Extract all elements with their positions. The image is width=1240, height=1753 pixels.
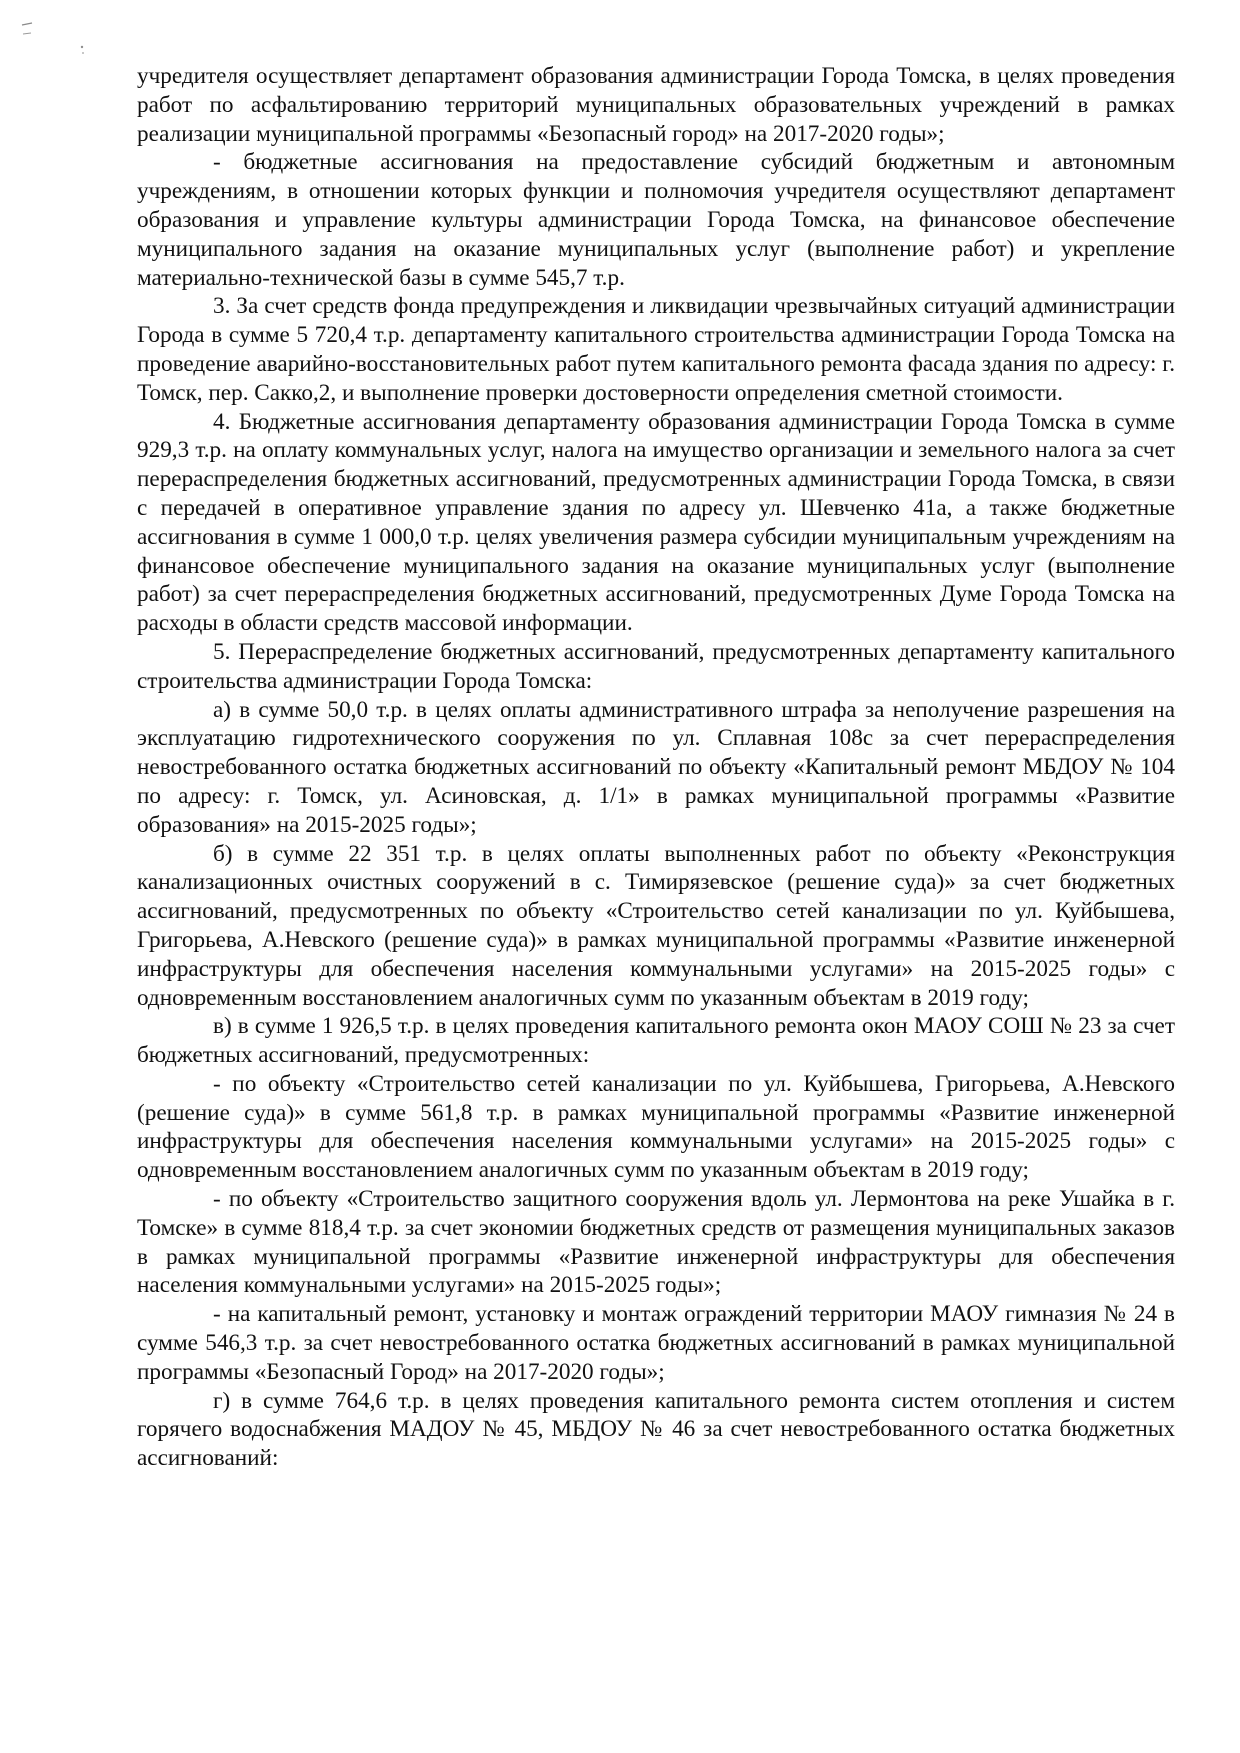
paragraph-subsidies: - бюджетные ассигнования на предоставление субсидий бюджетным и автономным учреждениям, в отношении которых функции и полномочия учредителя осуществляют департамент образования и управление культуры администрации Города Томска, на финансовое обеспечение муниципального задания на оказание муниципальных услуг (выполнение работ) и укрепление материально-технической базы в сумме 545,7 т.р. [137,149,1175,291]
paragraph-5b: б) в сумме 22 351 т.р. в целях оплаты выполненных работ по объекту «Реконструкция канализационных очистных сооружений в с. Тимирязевское (решение суда)» за счет бюджетных ассигнований, предусмотренных по объекту «Строительство сетей канализации по ул. Куйбышева, Григорьева, А.Невского (решение суда)» в рамках муниципальной программы «Развитие инженерной инфраструктуры для обеспечения населения коммунальными услугами» на 2015-2025 годы» с одновременным восстановлением аналогичных сумм по указанным объектам в 2019 году; [137,840,1175,1011]
scan-artifact [20,20,90,60]
scan-artifact-icon [20,20,90,60]
paragraph-5a: а) в сумме 50,0 т.р. в целях оплаты административного штрафа за неполучение разрешения на эксплуатацию гидротехнического сооружения по ул. Сплавная 108с за счет перераспределения невостребованного остатка бюджетных ассигнований по объекту «Капитальный ремонт МБДОУ № 104 по адресу: г. Томск, ул. Асиновская, д. 1/1» в рамках муниципальной программы «Развитие образования» на 2015-2025 годы»; [137,696,1175,838]
paragraph-continuation: учредителя осуществляет департамент образования администрации Города Томска, в целях проведения работ по асфальтированию территорий муниципальных образовательных учреждений в рамках реализации муниципальной программы «Безопасный город» на 2017-2020 годы»; [137,63,1175,147]
paragraph-5v-sewer: - по объекту «Строительство сетей канализации по ул. Куйбышева, Григорьева, А.Невского (решение суда)» в сумме 561,8 т.р. в рамках муниципальной программы «Развитие инженерной инфраструктуры для обеспечения населения коммунальными услугами» на 2015-2025 годы» с одновременным восстановлением аналогичных сумм по указанным объектам в 2019 году; [137,1070,1175,1184]
paragraph-5v-fencing: - на капитальный ремонт, установку и монтаж ограждений территории МАОУ гимназия № 24 в сумме 546,3 т.р. за счет невостребованного остатка бюджетных ассигнований в рамках муниципальной программы «Безопасный Город» на 2017-2020 годы»; [137,1301,1175,1385]
paragraph-4-education-department: 4. Бюджетные ассигнования департаменту образования администрации Города Томска в сумме 929,3 т.р. на оплату коммунальных услуг, налога на имущество организации и земельного налога за счет перераспределения бюджетных ассигнований, предусмотренных администрации Города Томска, в связи с передачей в оперативное управление здания по адресу ул. Шевченко 41а, а также бюджетные ассигнования в сумме 1 000,0 т.р. целях увеличения размера субсидии муниципальным учреждениям на финансовое обеспечение муниципального задания на оказание муниципальных услуг (выполнение работ) за счет перераспределения бюджетных ассигнований, предусмотренных Думе Города Томска на расходы в области средств массовой информации. [137,408,1175,637]
paragraph-3-emergency-fund: 3. За счет средств фонда предупреждения и ликвидации чрезвычайных ситуаций администрации Города в сумме 5 720,4 т.р. департаменту капитального строительства администрации Города Томска на проведение аварийно-восстановительных работ путем капитального ремонта фасада здания по адресу: г. Томск, пер. Сакко,2, и выполнение проверки достоверности определения сметной стоимости. [137,293,1175,406]
paragraph-5v: в) в сумме 1 926,5 т.р. в целях проведения капитального ремонта окон МАОУ СОШ № 23 за счет бюджетных ассигнований, предусмотренных: [137,1013,1175,1069]
paragraph-5g: г) в сумме 764,6 т.р. в целях проведения капитального ремонта систем отопления и систем горячего водоснабжения МАДОУ № 45, МБДОУ № 46 за счет невостребованного остатка бюджетных ассигнований: [137,1387,1175,1472]
paragraph-5-redistribution: 5. Перераспределение бюджетных ассигнований, предусмотренных департаменту капитального строительства администрации Города Томска: [137,638,1175,694]
paragraph-5v-protective-structure: - по объекту «Строительство защитного сооружения вдоль ул. Лермонтова на реке Ушайка в г. Томске» в сумме 818,4 т.р. за счет экономии бюджетных средств от размещения муниципальных заказов в рамках муниципальной программы «Развитие инженерной инфраструктуры для обеспечения населения коммунальными услугами» на 2015-2025 годы»; [137,1186,1175,1299]
document-text [137,62,1175,1473]
